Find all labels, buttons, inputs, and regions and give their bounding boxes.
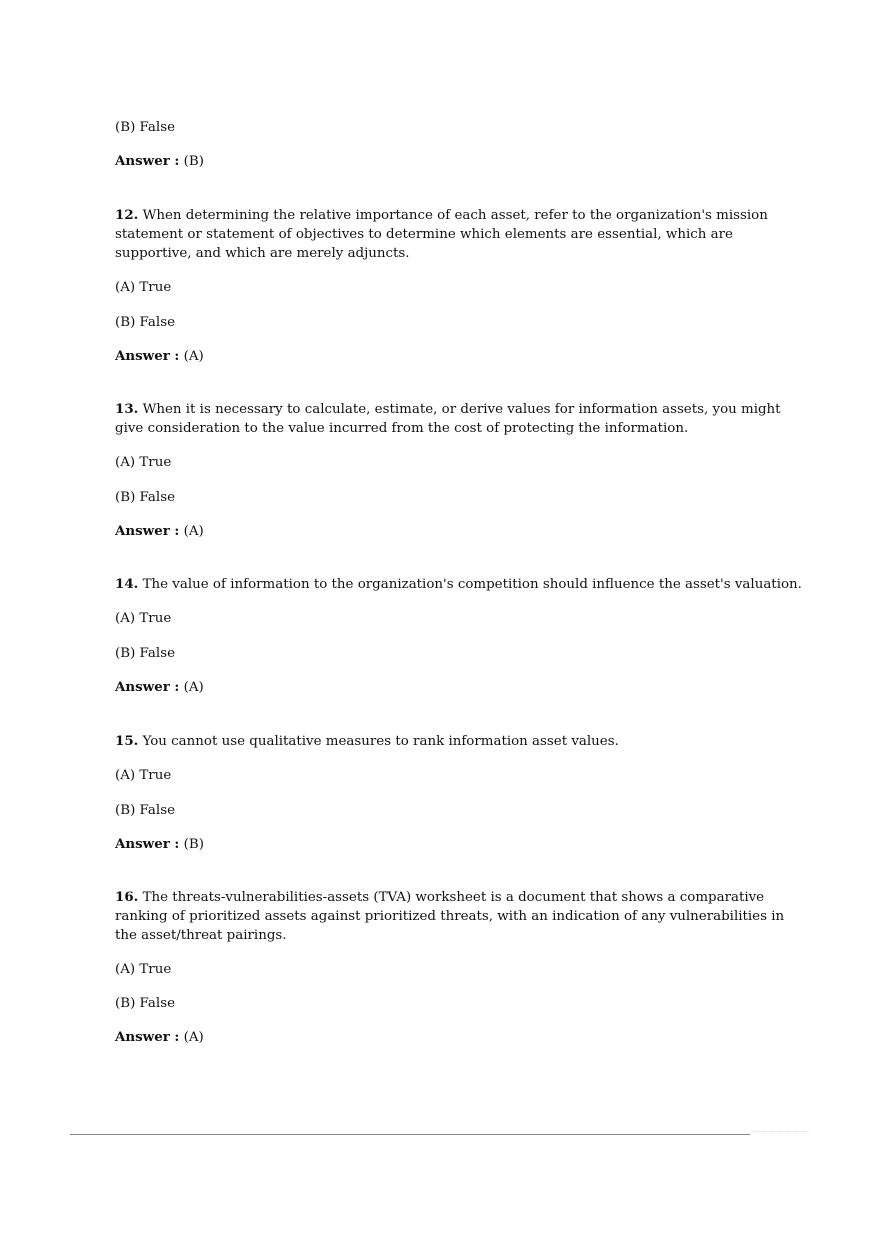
option-b: (B) False: [115, 803, 175, 818]
answer-line: [115, 347, 775, 366]
option-a: (A) True: [115, 768, 172, 783]
question-text-line: [115, 400, 781, 419]
answer-value: (A): [183, 524, 204, 539]
answer-line: [115, 1028, 775, 1047]
question-number: 14.: [115, 576, 139, 592]
question-text-line: give consideration to the value incurred from the cost of protecting the information.: [115, 421, 689, 436]
question-text-line: [115, 575, 802, 594]
question-text: You cannot use qualitative measures to rank information asset values.: [142, 734, 619, 749]
answer-value: (A): [183, 1030, 204, 1045]
answer-label: Answer :: [115, 153, 180, 169]
option-a: (A) True: [115, 962, 172, 977]
option-b: (B) False: [115, 120, 175, 135]
option-a: (A) True: [115, 611, 172, 626]
answer-value: (B): [183, 837, 204, 852]
question-number: 13.: [115, 401, 139, 417]
answer-line: [115, 522, 775, 541]
option-b: (B) False: [115, 315, 175, 330]
option-b: (B) False: [115, 646, 175, 661]
footer-divider: [70, 1134, 750, 1135]
option-b: (B) False: [115, 996, 175, 1011]
question-text-line: [115, 206, 775, 225]
answer-label: Answer :: [115, 1029, 180, 1045]
answer-label: Answer :: [115, 348, 180, 364]
answer-label: Answer :: [115, 523, 180, 539]
question-number: 15.: [115, 733, 139, 749]
answer-line: [115, 152, 775, 171]
question-text-line: [115, 888, 775, 907]
question-text: When it is necessary to calculate, estimate, or derive values for information assets, you might: [142, 402, 781, 417]
answer-value: (B): [183, 154, 204, 169]
question-text-line: statement or statement of objectives to determine which elements are essential, which are: [115, 227, 733, 242]
question-text-line: the asset/threat pairings.: [115, 928, 287, 943]
answer-label: Answer :: [115, 679, 180, 695]
answer-line: [115, 835, 775, 854]
answer-value: (A): [183, 349, 204, 364]
question-text: The threats-vulnerabilities-assets (TVA) worksheet is a document that shows a comparative: [142, 890, 765, 905]
footer-watermark: [752, 1131, 810, 1136]
question-text-line: [115, 732, 775, 751]
option-a: (A) True: [115, 455, 172, 470]
question-number: 16.: [115, 889, 139, 905]
question-number: 12.: [115, 207, 139, 223]
question-text-line: supportive, and which are merely adjuncts.: [115, 246, 410, 261]
question-text-line: ranking of prioritized assets against prioritized threats, with an indication of any vulnerabilities in: [115, 909, 785, 924]
answer-value: (A): [183, 680, 204, 695]
question-text: The value of information to the organization's competition should influence the asset's valuation.: [142, 577, 802, 592]
option-a: (A) True: [115, 280, 172, 295]
option-b: (B) False: [115, 490, 175, 505]
question-text: When determining the relative importance of each asset, refer to the organization's mission: [142, 208, 768, 223]
answer-label: Answer :: [115, 836, 180, 852]
answer-line: [115, 678, 775, 697]
